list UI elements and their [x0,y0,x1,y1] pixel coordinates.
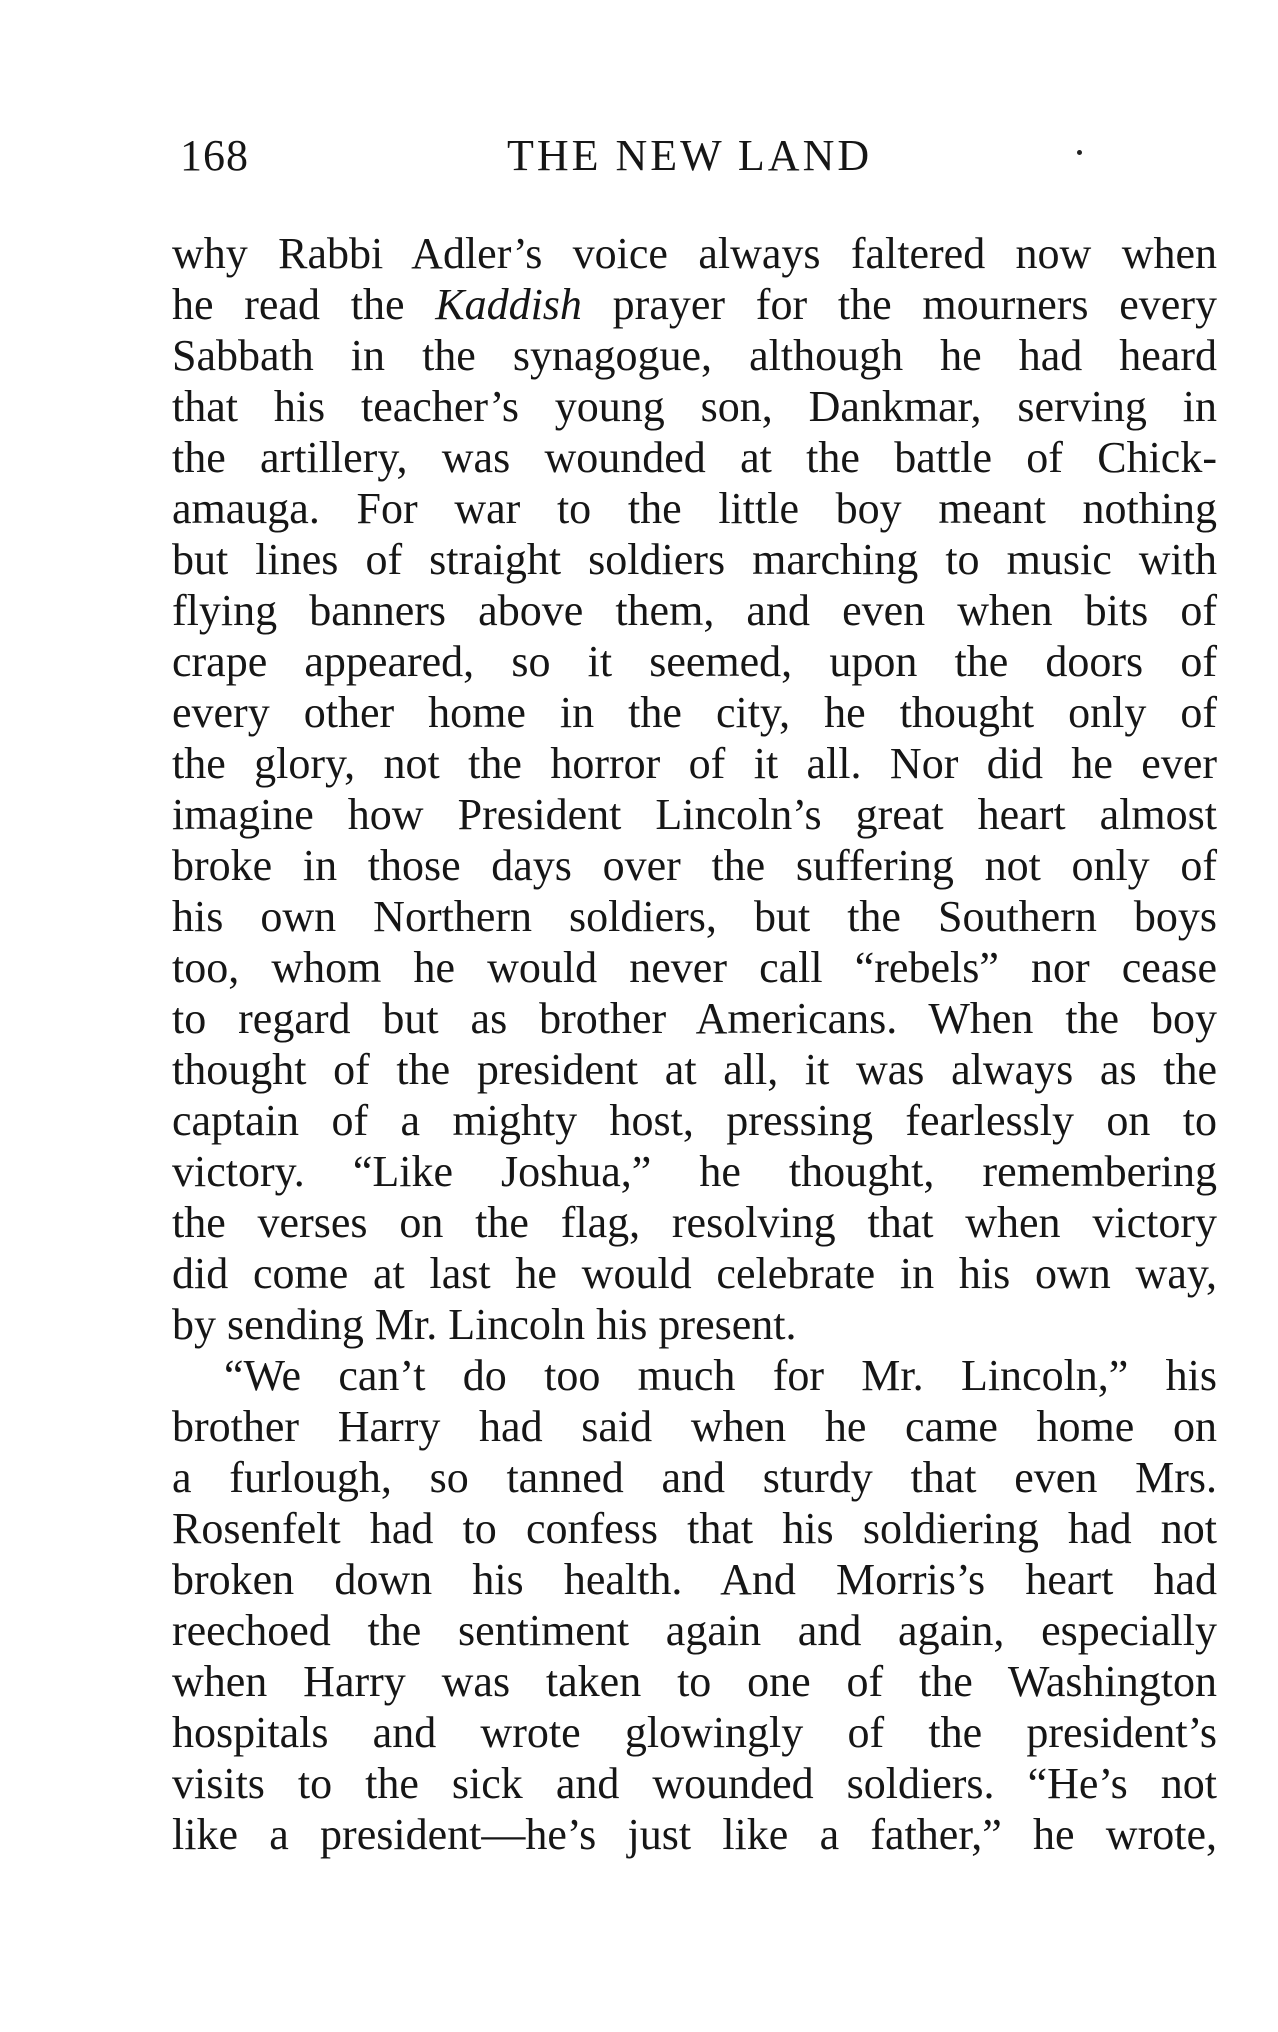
text-line: broken down his health. And Morris’s heart had [172,1555,1217,1604]
text-line: flying banners above them, and even when bits of [172,586,1217,635]
page-number: 168 [180,131,249,180]
text-line: the artillery, was wounded at the battle of Chick- [172,433,1217,482]
text-line: thought of the president at all, it was always as the [172,1045,1217,1094]
text-line: a furlough, so tanned and sturdy that even Mrs. [172,1453,1217,1502]
italic-word: Kaddish [435,280,582,329]
text-line: hospitals and wrote glowingly of the president’s [172,1708,1217,1757]
text-line: to regard but as brother Americans. When the boy [172,994,1217,1043]
text-line: the glory, not the horror of it all. Nor did he ever [172,739,1217,788]
paragraph-end-line: by sending Mr. Lincoln his present. [172,1300,797,1349]
text-line: victory. “Like Joshua,” he thought, remembering [172,1147,1217,1196]
paragraph-start-line: “We can’t do too much for Mr. Lincoln,” his [224,1351,1217,1400]
body-text [172,228,1217,1860]
text-line: did come at last he would celebrate in his own way, [172,1249,1217,1298]
text-line: every other home in the city, he thought only of [172,688,1217,737]
text-line: reechoed the sentiment again and again, especially [172,1606,1217,1655]
text-line: when Harry was taken to one of the Washington [172,1657,1217,1706]
print-speck [1077,150,1082,155]
text-line: imagine how President Lincoln’s great heart almost [172,790,1217,839]
text-line: Rosenfelt had to confess that his soldiering had not [172,1504,1217,1553]
text-line: visits to the sick and wounded soldiers. “He’s not [172,1759,1217,1808]
text-line: too, whom he would never call “rebels” nor cease [172,943,1217,992]
text-line: but lines of straight soldiers marching to music with [172,535,1217,584]
text-line: Sabbath in the synagogue, although he had heard [172,331,1217,380]
text-line: the verses on the flag, resolving that when victory [172,1198,1217,1247]
text-line: his own Northern soldiers, but the Southern boys [172,892,1217,941]
text-line: like a president—he’s just like a father,” he wrote, [172,1810,1217,1859]
text-line: amauga. For war to the little boy meant nothing [172,484,1217,533]
text-line: brother Harry had said when he came home on [172,1402,1217,1451]
text-line: captain of a mighty host, pressing fearlessly on to [172,1096,1217,1145]
text-line: he read the Kaddish prayer for the mourners every [172,280,1217,329]
text-line: broke in those days over the suffering not only of [172,841,1217,890]
text-line: crape appeared, so it seemed, upon the doors of [172,637,1217,686]
running-title: THE NEW LAND [507,131,873,180]
page-header [172,130,1217,190]
text-line: why Rabbi Adler’s voice always faltered now when [172,229,1217,278]
text-line: that his teacher’s young son, Dankmar, serving in [172,382,1217,431]
